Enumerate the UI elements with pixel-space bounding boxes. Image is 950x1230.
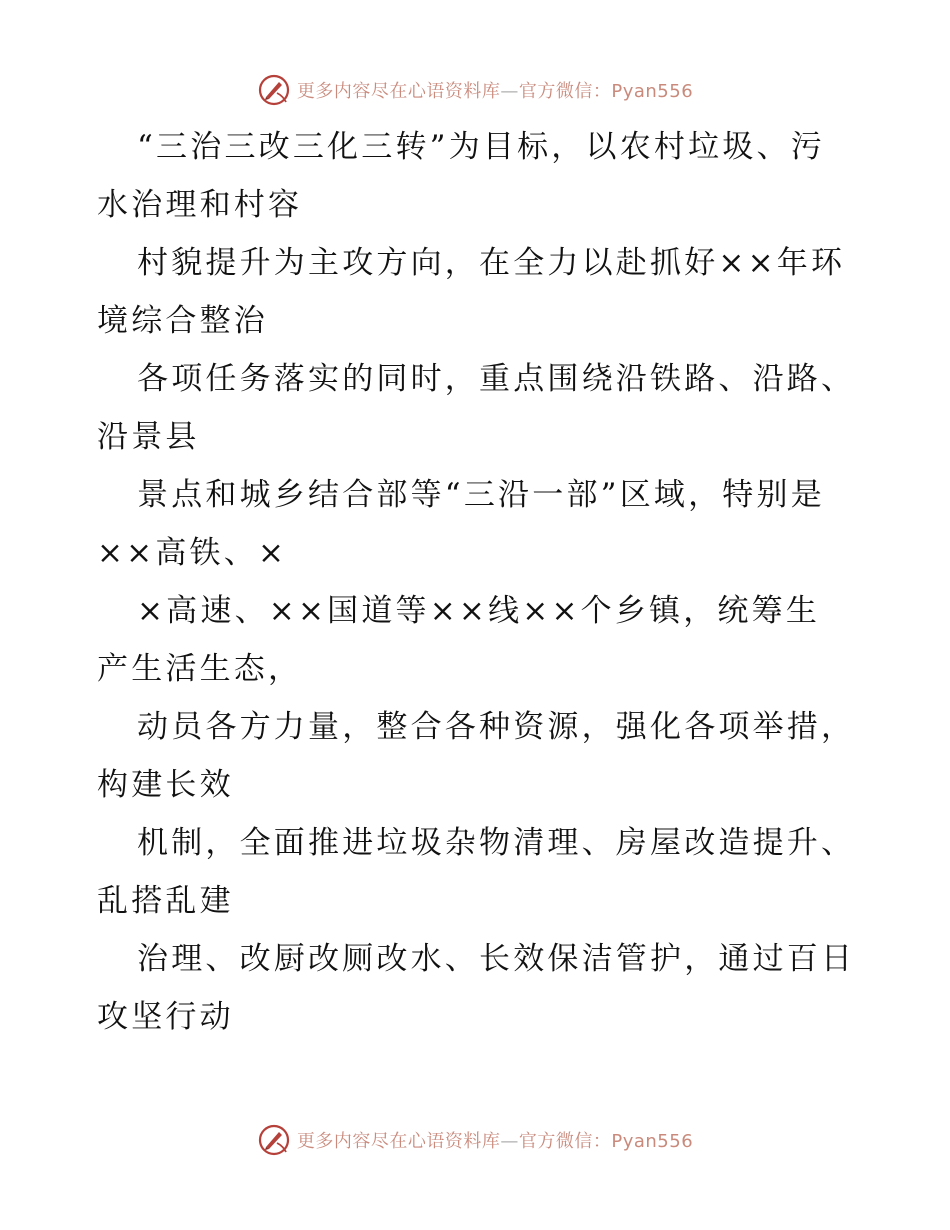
document-body (97, 118, 857, 1046)
body-line: 乱搭乱建 (97, 883, 234, 919)
header-watermark-inner (257, 73, 693, 107)
body-line: 境综合整治 (97, 303, 268, 339)
body-line: ××高铁、× (97, 535, 288, 571)
body-line: 景点和城乡结合部等“三沿一部”区域，特别是 (137, 477, 825, 513)
quill-pen-seal-icon (257, 73, 291, 107)
header-watermark-text: 更多内容尽在心语资料库—官方微信：Pyan556 (296, 81, 694, 102)
body-line: 各项任务落实的同时，重点围绕沿铁路、沿路、 (137, 361, 856, 397)
body-line: 构建长效 (97, 767, 234, 803)
body-line: ×高速、××国道等××线××个乡镇，统筹生 (137, 593, 821, 629)
quill-pen-seal-icon (257, 1123, 291, 1157)
footer-watermark (0, 1120, 950, 1160)
body-line: 动员各方力量，整合各种资源，强化各项举措， (137, 709, 856, 745)
body-line: 村貌提升为主攻方向，在全力以赴抓好××年环 (137, 245, 846, 281)
body-line: 沿景县 (97, 419, 200, 455)
body-line: 治理、改厨改厕改水、长效保洁管护，通过百日 (137, 941, 856, 977)
body-line: 水治理和村容 (97, 187, 303, 223)
footer-watermark-inner (257, 1123, 693, 1157)
body-line: 机制，全面推进垃圾杂物清理、房屋改造提升、 (137, 825, 856, 861)
body-line: “三治三改三化三转”为目标，以农村垃圾、污 (137, 129, 825, 165)
footer-watermark-text: 更多内容尽在心语资料库—官方微信：Pyan556 (296, 1131, 694, 1152)
header-watermark (0, 70, 950, 110)
body-line: 攻坚行动 (97, 999, 234, 1035)
body-line: 产生活生态， (97, 651, 303, 687)
